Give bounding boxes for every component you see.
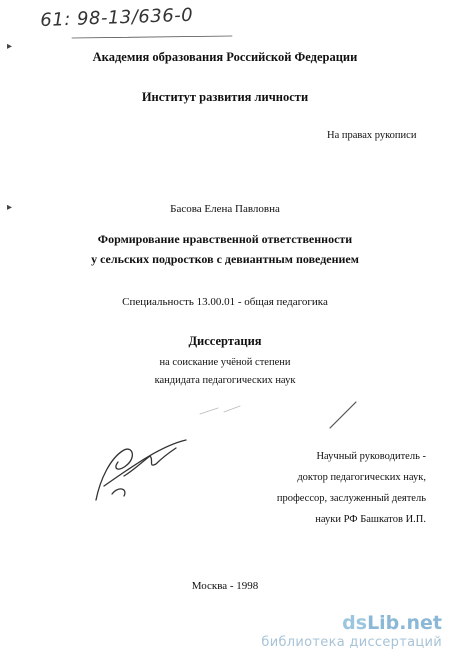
watermark-subtitle: библиотека диссертаций: [261, 635, 442, 650]
academy-heading: Академия образования Российской Федерации: [92, 50, 358, 64]
manuscript-note: На правах рукописи: [327, 130, 417, 141]
supervisor-line: доктор педагогических наук,: [297, 472, 426, 483]
supervisor-line: науки РФ Башкатов И.П.: [315, 514, 426, 525]
institute-heading: Институт развития личности: [141, 90, 309, 104]
supervisor-line: Научный руководитель -: [316, 451, 426, 462]
degree-line-1: на соискание учёной степени: [159, 357, 291, 368]
margin-mark: ▸: [7, 202, 13, 213]
underline-stroke: [72, 36, 232, 38]
author-name: Басова Елена Павловна: [170, 203, 280, 215]
watermark-brand: [261, 614, 442, 633]
degree-line-2: кандидата педагогических наук: [154, 375, 296, 386]
specialty-line: Специальность 13.00.01 - общая педагогика: [122, 296, 328, 308]
margin-mark: ▸: [7, 41, 13, 52]
pencil-stroke: [330, 402, 356, 428]
archive-code-stamp: 61: 98-13/636-0: [40, 4, 194, 31]
faint-mark: [200, 406, 240, 414]
dissertation-title-line-1: Формирование нравственной ответственности: [97, 232, 353, 246]
signature: [96, 440, 186, 500]
dissertation-title-line-2: у сельских подростков с девиантным поведением: [91, 252, 359, 266]
watermark-brand-suffix: Lib.net: [367, 612, 442, 634]
city-year: Москва - 1998: [191, 580, 259, 592]
dissertation-label: Диссертация: [188, 334, 262, 348]
supervisor-line: профессор, заслуженный деятель: [276, 493, 426, 504]
watermark-brand-prefix: ds: [342, 612, 368, 634]
watermark: [261, 614, 442, 649]
